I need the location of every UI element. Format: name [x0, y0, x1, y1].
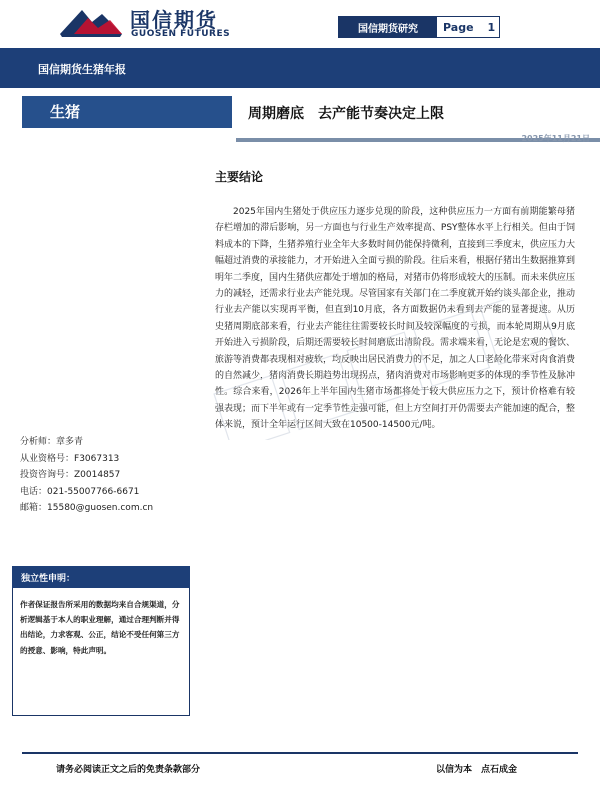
- analyst-invest: Z0014857: [74, 470, 121, 480]
- analyst-name-label: 分析师：: [20, 437, 57, 447]
- header-label: 国信期货研究: [339, 17, 437, 37]
- footer-disclaimer: 请务必阅读正文之后的免责条款部分: [56, 765, 201, 775]
- report-date: 2025年11月21日: [521, 134, 590, 143]
- footer-divider: [22, 752, 578, 754]
- analyst-invest-row: [20, 467, 153, 484]
- analyst-email-row: [20, 500, 153, 517]
- analyst-info: [20, 434, 153, 517]
- logo-icon: [58, 4, 124, 38]
- independence-title: 独立性申明：: [12, 566, 190, 588]
- analyst-name: 章多青: [56, 437, 84, 447]
- page-number: 1: [487, 20, 496, 34]
- logo-name-cn: 国信期货: [130, 8, 218, 32]
- logo-name-en: GUOSEN FUTURES: [131, 29, 231, 39]
- analyst-email-label: 邮箱：: [20, 503, 48, 513]
- analyst-email[interactable]: 15580@guosen.com.cn: [47, 503, 154, 513]
- analyst-phone-row: [20, 484, 153, 501]
- page-word: Page: [443, 20, 474, 34]
- header-box: [338, 16, 500, 38]
- independence-text: 作者保证报告所采用的数据均来自合规渠道，分析逻辑基于本人的职业理解，通过合理判断并得出结论，力求客观、公正，结论不受任何第三方的授意、影响，特此声明。: [20, 600, 180, 655]
- section-body: 2025年国内生猪处于供应压力逐步兑现的阶段，这种供应压力一方面有前期能繁母猪存栏增加的滞后影响，另一方面也与行业生产效率提高、PSY整体水平上行相关。但由于饲料成本的下降，生猪养殖行业全年大多数时间仍能保持微利，直接到三季度末，供应压力大幅超过消费的承接能力，才开始进入全面亏损的阶段。往后来看，根据仔猪出生数据推算到明年二季度，国内生猪供应都处于增加的格局，对猪市仍将形成较大的压制。而未来供应压力的减轻，还需求行业去产能兑现。尽管国家有关部门在二季度就开始约谈头部企业，推动行业去产能以实现再平衡，但直到10月底，各方面数据仍未看到去产能的显著提速。从历史猪周期底部来看，行业去产能往往需要较长时间及较深幅度的亏损，而本轮周期从9月底开始进入亏损阶段，后期还需要较长时间磨底出清阶段。需求端来看，无论是宏观的餐饮、旅游等消费都表现相对疲软，均反映出居民消费力的不足，加之人口老龄化带来对肉食消费的自然减少，猪肉消费长期趋势出现拐点，猪肉消费对市场影响更多的体现的季节性及脉冲性。综合来看，2026年上半年国内生猪市场都将处于较大供应压力之下，预计价格难有较强表现；而下半年或有一定季节性走强可能，但上方空间打开仍需要去产能加速的配合，整体来说，预计全年运行区间大致在10500-14500元/吨。: [215, 207, 576, 431]
- analyst-qual-label: 从业资格号：: [20, 453, 75, 464]
- band-title: 国信期货生猪年报: [38, 63, 126, 76]
- analyst-name-row: [20, 434, 153, 451]
- analyst-phone-label: 电话：: [20, 486, 48, 497]
- sector-label: 生猪: [50, 103, 81, 121]
- analyst-phone: 021-55007766-6671: [47, 486, 140, 497]
- analyst-qual: F3067313: [74, 453, 120, 464]
- section-title: 主要结论: [215, 170, 264, 184]
- analyst-invest-label: 投资咨询号：: [20, 470, 75, 480]
- report-title: 周期磨底 去产能节奏决定上限: [248, 106, 444, 122]
- footer-slogan: 以信为本 点石成金: [436, 765, 518, 775]
- page-indicator: [437, 17, 499, 37]
- analyst-qual-row: [20, 451, 153, 468]
